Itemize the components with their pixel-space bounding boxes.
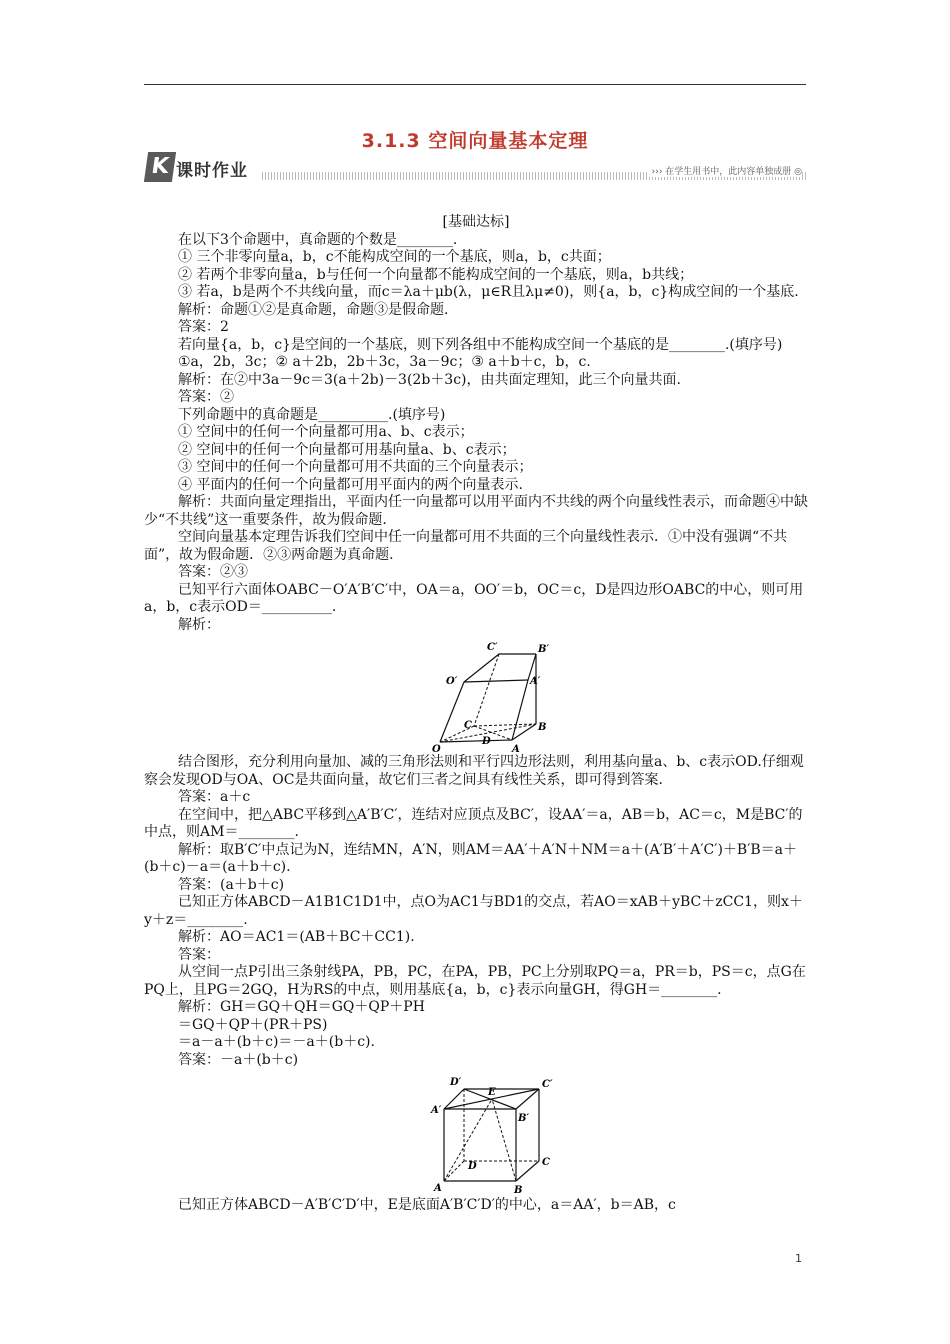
text-line: ＝a－a＋(b＋c)＝－a＋(b＋c). [178,1034,375,1050]
fig1-label: A′ [530,676,541,687]
text-line: 结合图形，充分利用向量加、减的三角形法则和平行四边形法则，利用基向量a、b、c表示OD.仔细观察会发现OD与OA、OC是共面向量，故它们三者之间具有线性关系，即可得到答案. [144,754,804,788]
fig2-label: E [488,1087,496,1098]
text-line: 已知正方体ABCD－A′B′C′D′中，E是底面A′B′C′D′的中心，a＝AA′，b＝AB，c [178,1197,676,1213]
text-line: 从空间一点P引出三条射线PA，PB，PC，在PA，PB，PC上分别取PQ＝a，PR＝b，PS＝c，点G在PQ上，且PG＝2GQ，H为RS的中点，则用基底{a，b，c}表示向量GH，得GH＝________. [144,964,806,998]
text-line: 解析：共面向量定理指出，平面内任一向量都可以用平面内不共线的两个向量线性表示，而命题④中缺少“不共线”这一重要条件，故为假命题. [144,494,808,528]
text-line: 在以下3个命题中，真命题的个数是________. [178,231,458,248]
cube-diagram [144,1069,808,1197]
fig2-label: C [542,1157,550,1168]
answer-line: 答案：－a＋(b＋c) [178,1051,299,1068]
fig2-label: C′ [542,1079,553,1090]
section-heading: [基础达标] [442,214,510,230]
cube-figure [144,1069,808,1197]
fig1-label: B′ [538,644,550,655]
fig2-label: B′ [518,1113,530,1124]
homework-banner [144,150,806,184]
text-line: 解析：取B′C′中点记为N，连结MN，A′N，则AM＝AA′＋A′N＋NM＝a＋(A′B′＋A′C′)＋B′B＝a＋(b＋c)－a＝(a＋b＋c). [144,841,798,875]
text-line: ① 三个非零向量a，b，c不能构成空间的一个基底，则a，b，c共面； [178,249,611,265]
text-line: 空间向量基本定理告诉我们空间中任一向量都可用不共面的三个向量线性表示．①中没有强调“不共面”，故为假命题．②③两命题为真命题. [144,529,788,563]
fig1-label: D [482,736,491,747]
answer-line: 答案：(a＋b＋c) [178,876,285,893]
text-line: 解析： [178,616,220,633]
parallelepiped-diagram [144,634,808,754]
fig1-label: C [464,720,472,731]
fig1-label: A [512,744,520,754]
fig1-label: O [432,744,441,754]
text-line: ② 空间中的任何一个向量都可用基向量a、b、c表示； [178,441,516,458]
answer-line: 答案：2 [178,319,229,335]
answer-line: 答案：a＋c [178,789,251,805]
text-line: 解析：GH＝GQ＋QH＝GQ＋QP＋PH [178,999,425,1015]
fig1-label: B [538,722,547,733]
text-line: 已知正方体ABCD－A1B1C1D1中，点O为AC1与BD1的交点，若AO＝xAB＋yBC＋zCC1，则x＋y＋z＝________. [144,894,803,928]
banner-label: 课时作业 [176,161,248,181]
fig2-label: D [468,1161,477,1172]
text-line: ③ 若a，b是两个不共线向量，而c＝λa＋μb(λ，μ∈R且λμ≠0)，则{a，b，c}构成空间的一个基底. [178,284,799,300]
document-body [144,214,808,1215]
text-line: ③ 空间中的任何一个向量都可用不共面的三个向量表示； [178,459,533,475]
text-line: 解析：AO＝AC1＝(AB＋BC＋CC1). [178,929,415,945]
top-rule [144,84,806,85]
text-line: ①a，2b，3c；② a＋2b，2b＋3c，3a－9c；③ a＋b＋c，b，c. [178,354,591,370]
k-logo-icon: K [144,152,176,182]
text-line: 若向量{a，b，c}是空间的一个基底，则下列各组中不能构成空间一个基底的是________.(填序号) [178,336,783,353]
section-title: 3.1.3 空间向量基本定理 [361,130,589,152]
answer-line: 答案：② [178,389,234,405]
fig2-label: B [514,1185,523,1196]
parallelepiped-figure [144,634,808,754]
text-line: ① 空间中的任何一个向量都可用a、b、c表示； [178,424,474,440]
text-line: 已知平行六面体OABC－O′A′B′C′中，OA＝a，OO′＝b，OC＝c，D是四边形OABC的中心，则可用a，b，c表示OD＝__________. [144,581,804,615]
text-line: ② 若两个非零向量a，b与任何一个向量都不能构成空间的一个基底，则a，b共线； [178,266,694,283]
fig1-label: O′ [446,676,458,687]
text-line: ＝GQ＋QP＋(PR＋PS) [178,1016,328,1033]
fig1-label: C′ [487,642,498,653]
text-line: 下列命题中的真命题是__________.(填序号) [178,406,446,423]
page-number: 1 [795,1252,802,1265]
banner-note: ››› 在学生用书中，此内容单独成册 ◎ [648,164,802,177]
answer-line: 答案：②③ [178,564,248,580]
fig2-label: A [434,1183,442,1194]
text-line: 在空间中，把△ABC平移到△A′B′C′，连结对应顶点及BC′，设AA′＝a，AB＝b，AC＝c，M是BC′的中点，则AM＝________. [144,806,803,840]
text-line: 解析：命题①②是真命题，命题③是假命题. [178,301,449,318]
text-line: 解析：在②中3a－9c＝3(a＋2b)－3(2b＋3c)，由共面定理知，此三个向量共面. [178,371,681,388]
answer-line: 答案： [178,946,220,963]
text-line: ④ 平面内的任何一个向量都可用平面内的两个向量表示. [178,476,523,493]
fig2-label: A′ [431,1105,442,1116]
fig2-label: D′ [450,1077,462,1088]
